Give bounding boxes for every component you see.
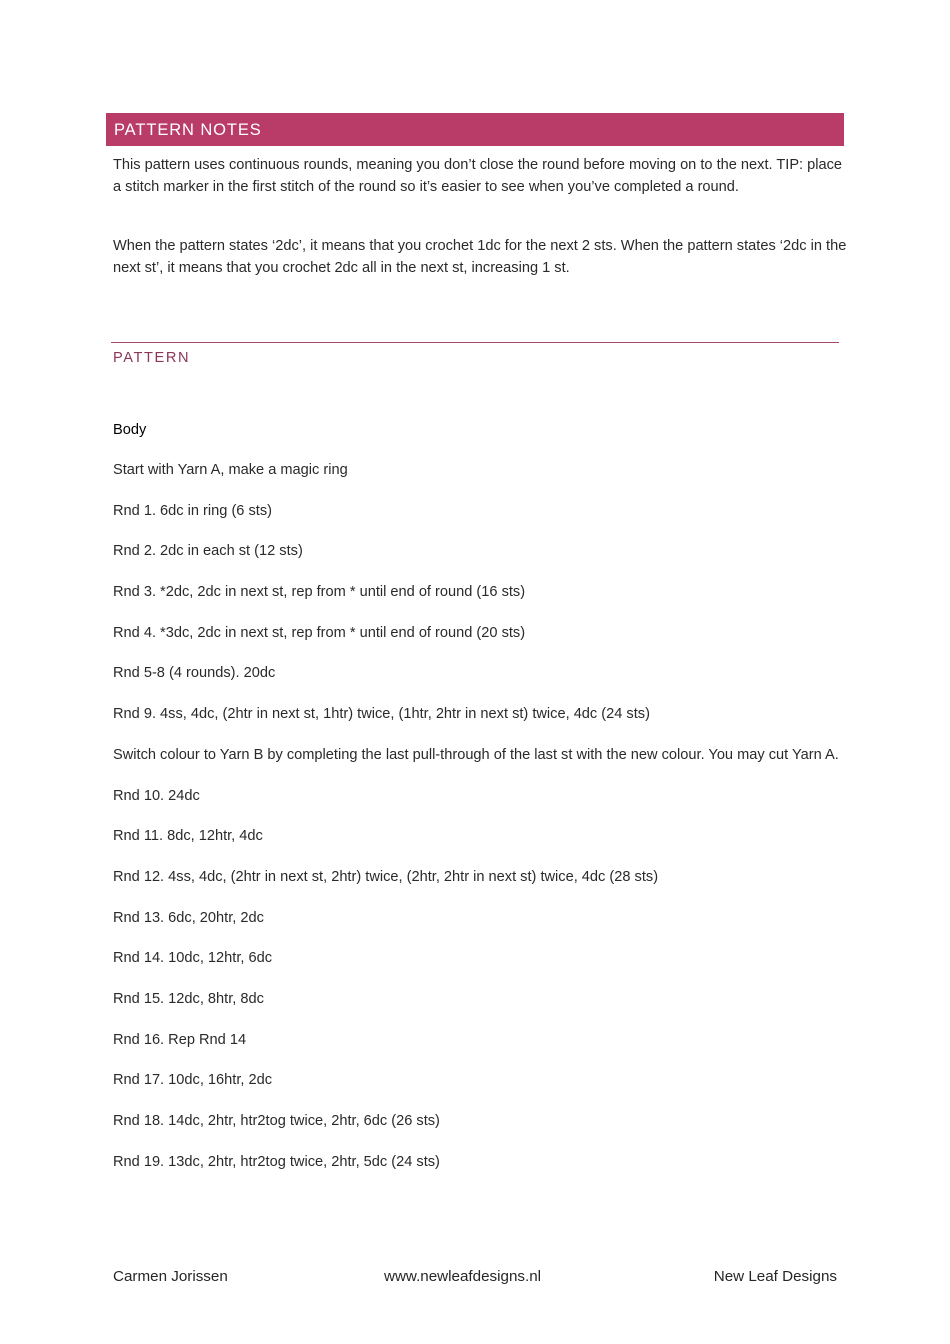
pattern-step: Rnd 18. 14dc, 2htr, htr2tog twice, 2htr, 6dc (26 sts) — [113, 1113, 440, 1129]
pattern-step: Rnd 5-8 (4 rounds). 20dc — [113, 665, 276, 682]
page-footer — [113, 1266, 837, 1288]
pattern-step: Switch colour to Yarn B by completing the last pull-through of the last st with the new colour. You may cut Yarn A. — [113, 746, 839, 763]
pattern-step: Start with Yarn A, make a magic ring — [113, 462, 348, 478]
pattern-step: Rnd 3. *2dc, 2dc in next st, rep from * until end of round (16 sts) — [113, 584, 526, 601]
pattern-step: Rnd 13. 6dc, 20htr, 2dc — [113, 909, 264, 926]
pattern-notes-title: PATTERN NOTES — [114, 121, 262, 139]
pattern-step: Rnd 4. *3dc, 2dc in next st, rep from * until end of round (20 sts) — [113, 624, 526, 641]
footer-author: Carmen Jorissen — [113, 1268, 228, 1285]
pattern-step: Rnd 9. 4ss, 4dc, (2htr in next st, 1htr) twice, (1htr, 2htr in next st) twice, 4dc (24 sts) — [113, 706, 650, 723]
pattern-notes-paragraph: When the pattern states ‘2dc’, it means that you crochet 1dc for the next 2 sts. When the pattern states ‘2dc in the next st’, it means that you crochet 2dc all in the next st, increasing 1 st. — [113, 238, 847, 276]
pattern-step: Rnd 12. 4ss, 4dc, (2htr in next st, 2htr) twice, (2htr, 2htr in next st) twice, 4dc (28 sts) — [113, 868, 659, 885]
pattern-step: Rnd 10. 24dc — [113, 787, 200, 804]
pattern-step: Rnd 1. 6dc in ring (6 sts) — [113, 502, 272, 519]
pattern-title: PATTERN — [113, 350, 191, 366]
pattern-step: Rnd 11. 8dc, 12htr, 4dc — [113, 828, 263, 845]
pattern-divider — [111, 342, 839, 343]
pattern-notes-banner — [106, 113, 844, 146]
pattern-steps-list — [113, 458, 847, 1190]
footer-brand: New Leaf Designs — [713, 1268, 837, 1285]
section-title-body: Body — [113, 422, 147, 438]
pattern-step: Rnd 14. 10dc, 12htr, 6dc — [113, 950, 273, 967]
pattern-step: Rnd 15. 12dc, 8htr, 8dc — [113, 990, 264, 1007]
pattern-notes-paragraph: This pattern uses continuous rounds, meaning you don’t close the round before moving on to the next. TIP: place a stitch marker in the first stitch of the round so it’s easier to see when you’ve completed a round. — [113, 157, 843, 195]
footer-website: www.newleafdesigns.nl — [384, 1268, 542, 1285]
pattern-step: Rnd 2. 2dc in each st (12 sts) — [113, 543, 303, 560]
pattern-step: Rnd 19. 13dc, 2htr, htr2tog twice, 2htr, 5dc (24 sts) — [113, 1153, 440, 1170]
pattern-step: Rnd 17. 10dc, 16htr, 2dc — [113, 1072, 273, 1089]
pattern-step: Rnd 16. Rep Rnd 14 — [113, 1031, 247, 1048]
